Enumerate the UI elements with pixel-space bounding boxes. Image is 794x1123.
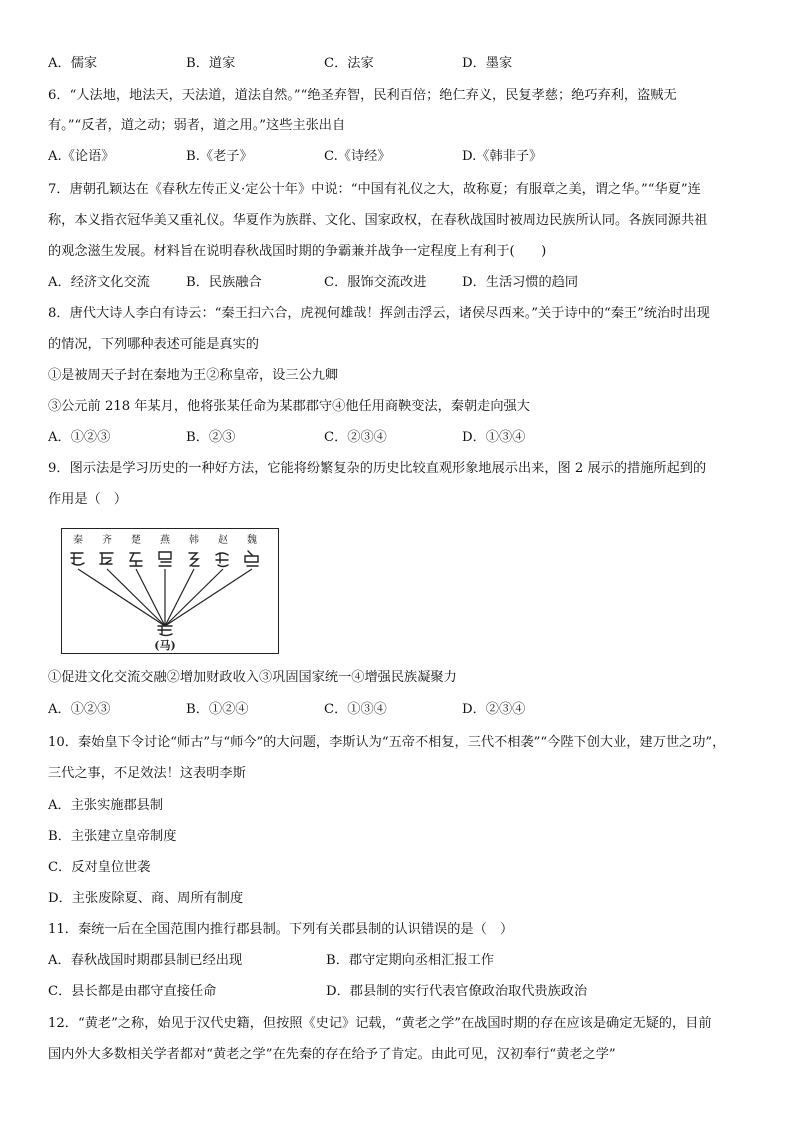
q11-option-b: B．郡守定期向丞相汇报工作 <box>326 953 494 968</box>
q6-option-d: D.《韩非子》 <box>462 149 543 164</box>
q7-stem-line1: 7．唐朝孔颖达在《春秋左传正义·定公十年》中说：“中国有礼仪之大，故称夏；有服章之美，谓之华。”“华夏”连 <box>48 182 701 197</box>
glyph-variant-chu-icon <box>130 553 142 566</box>
q11-option-a: A．春秋战国时期郡县制已经出现 <box>48 953 243 968</box>
q5-option-a: A．儒家 <box>48 56 98 71</box>
state-label-chu: 楚 <box>131 535 141 546</box>
q7-stem-line3: 的观念滋生发展。材料旨在说明春秋战国时期的争霸兼并战争一定程度上有利于( ) <box>48 244 547 259</box>
q6-stem-line2: 有。”“反者，道之动；弱者，道之用。”这些主张出自 <box>48 118 346 133</box>
center-label: (马) <box>154 639 176 652</box>
q8-statements-line1: ①是被周天子封在秦地为王②称皇帝，设三公九卿 <box>48 368 339 383</box>
q5-option-d: D．墨家 <box>462 56 513 71</box>
q10-stem-line2: 三代之事，不足效法！这表明李斯 <box>48 766 246 781</box>
q11-options-row1 <box>48 951 494 971</box>
q8-option-b: B．②③ <box>186 430 236 445</box>
q8-option-d: D．①③④ <box>462 430 526 445</box>
q6-options <box>48 147 542 167</box>
q6-option-a: A.《论语》 <box>48 149 115 164</box>
q8-options <box>48 428 525 448</box>
q10-stem-line1: 10．秦始皇下令讨论“师古”与“师今”的大问题，李斯认为“五帝不相复，三代不相袭”“今陛下创大业，建万世之功”， <box>48 735 726 750</box>
glyph-variant-han-icon <box>189 553 199 566</box>
q9-statements: ①促进文化交流交融②增加财政收入③巩固国家统一④增强民族凝聚力 <box>48 670 457 685</box>
state-label-wei: 魏 <box>247 535 257 546</box>
q12-stem-line2: 国内外大多数相关学者都对“黄老之学”在先秦的存在给予了肯定。由此可见，汉初奉行“黄老之学” <box>48 1047 616 1062</box>
q6-stem-line1: 6．“人法地，地法天，天法道，道法自然。”“绝圣弃智，民利百倍；绝仁弃义，民复孝慈；绝巧弃利，盗贼无 <box>48 88 677 103</box>
glyph-variant-zhao-icon <box>216 553 228 567</box>
q7-option-b: B．民族融合 <box>186 275 262 290</box>
q8-statements-line2: ③公元前 218 年某月，他将张某任命为某郡郡守④他任用商鞅变法，秦朝走向强大 <box>48 399 530 414</box>
q5-options <box>48 54 512 74</box>
q7-option-a: A．经济文化交流 <box>48 275 150 290</box>
q11-option-c: C．县长都是由郡守直接任命 <box>48 984 217 999</box>
q10-option-b: B．主张建立皇帝制度 <box>48 829 177 844</box>
state-label-han: 韩 <box>189 535 199 546</box>
q5-option-c: C．法家 <box>324 56 374 71</box>
q10-option-c: C．反对皇位世袭 <box>48 860 151 875</box>
q11-options-row2 <box>48 982 587 1002</box>
glyph-variant-wei-icon <box>245 551 258 566</box>
q6-option-c: C.《诗经》 <box>324 149 391 164</box>
q9-stem-line2: 作用是（ ） <box>48 492 128 507</box>
q10-option-a: A．主张实施郡县制 <box>48 798 164 813</box>
q10-option-d: D．主张废除夏、商、周所有制度 <box>48 891 244 906</box>
state-label-qi: 齐 <box>102 535 112 546</box>
q9-option-c: C．①③④ <box>324 702 387 717</box>
q12-stem-line1: 12．“黄老”之称，始见于汉代史籍，但按照《史记》记载，“黄老之学”在战国时期的存在应该是确定无疑的，目前 <box>48 1016 712 1031</box>
q9-figure-horse-character-unification <box>61 528 279 654</box>
q7-options <box>48 273 578 293</box>
q9-option-d: D．②③④ <box>462 702 526 717</box>
state-label-qin: 秦 <box>73 535 83 546</box>
state-label-zhao: 赵 <box>218 535 228 546</box>
q7-option-c: C．服饰交流改进 <box>324 275 427 290</box>
q9-option-b: B．①②④ <box>186 702 249 717</box>
q5-option-b: B．道家 <box>186 56 236 71</box>
converging-lines <box>78 569 252 626</box>
q8-stem-line1: 8．唐代大诗人李白有诗云：“秦王扫六合，虎视何雄哉！挥剑击浮云，诸侯尽西来。”关于诗中的“秦王”统治时出现 <box>48 306 710 321</box>
glyph-variant-qi-icon <box>100 553 113 564</box>
glyph-variant-yan-icon <box>159 552 171 566</box>
state-label-yan: 燕 <box>160 535 170 546</box>
q8-option-a: A．①②③ <box>48 430 111 445</box>
q9-stem-line1: 9．图示法是学习历史的一种好方法，它能将纷繁复杂的历史比较直观形象地展示出来，图 2 展示的措施所起到的 <box>48 461 707 476</box>
q11-stem: 11．秦统一后在全国范围内推行郡县制。下列有关郡县制的认识错误的是（ ） <box>48 922 514 937</box>
q8-option-c: C．②③④ <box>324 430 387 445</box>
q7-stem-line2: 称，本义指衣冠华美又重礼仪。华夏作为族群、文化、国家政权，在春秋战国时被周边民族所认同。各族同源共祖 <box>48 213 708 228</box>
unified-seal-script-horse-icon <box>158 626 172 636</box>
q7-option-d: D．生活习惯的趋同 <box>462 275 579 290</box>
glyph-variant-qin-icon <box>71 553 84 565</box>
q6-option-b: B.《老子》 <box>186 149 253 164</box>
q9-options <box>48 700 525 720</box>
q9-option-a: A．①②③ <box>48 702 111 717</box>
q8-stem-line2: 的情况，下列哪种表述可能是真实的 <box>48 337 259 352</box>
q11-option-d: D．郡县制的实行代表官僚政治取代贵族政治 <box>326 984 588 999</box>
